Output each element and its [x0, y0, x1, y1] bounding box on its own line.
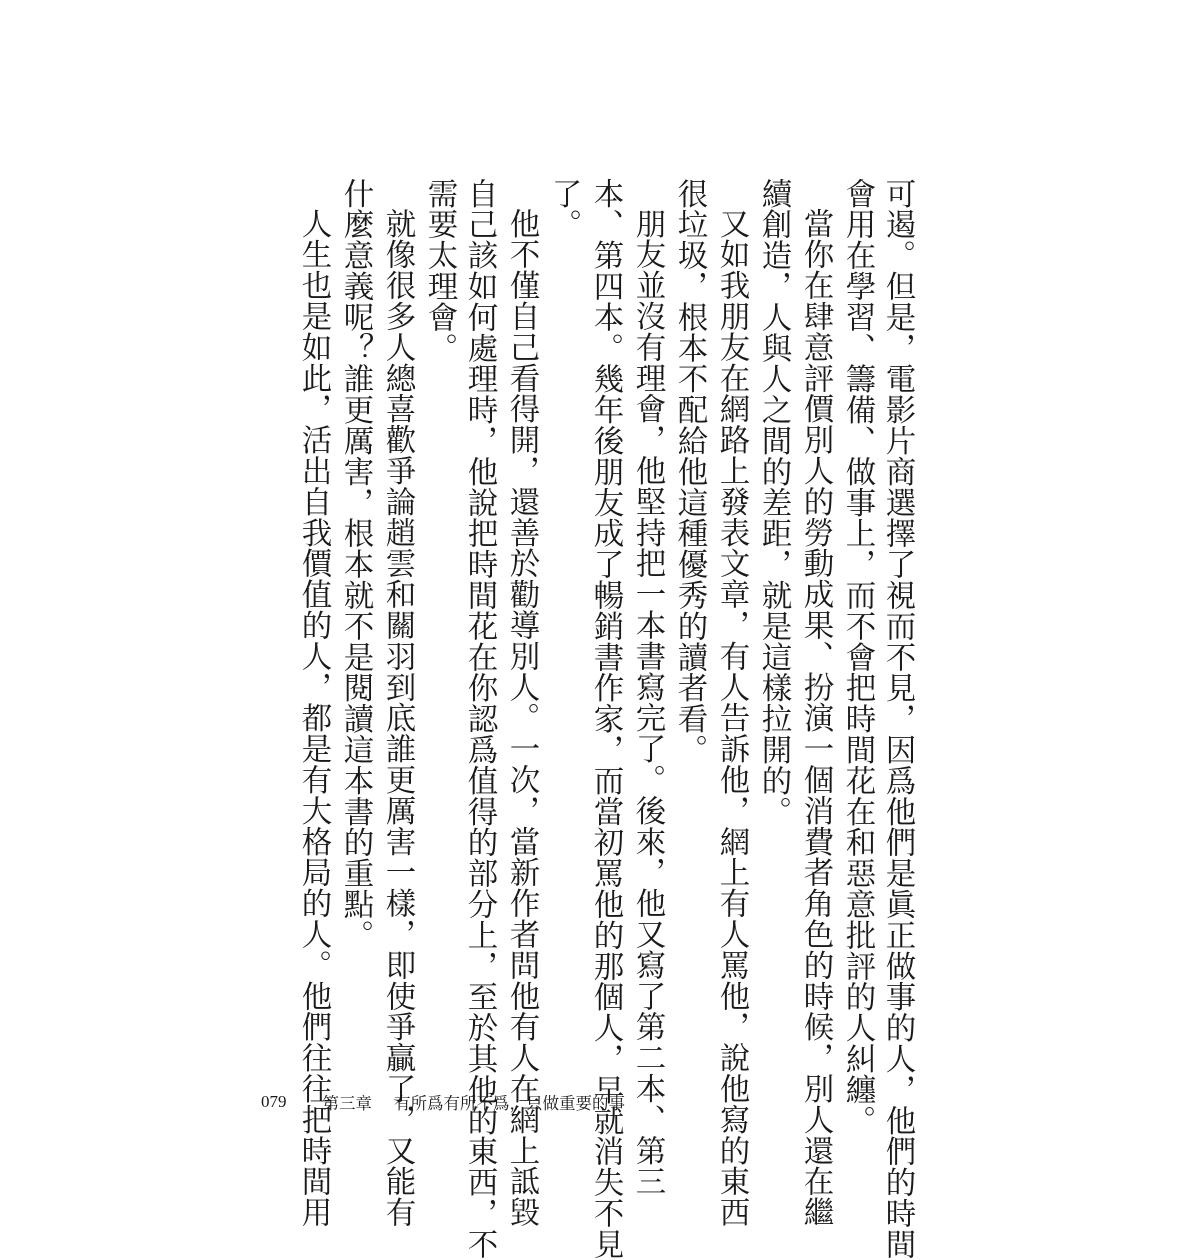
page-number: 079 — [261, 1092, 287, 1111]
text-column: 會用在學習、籌備、做事上，而不會把時間花在和惡意批評的人糾纏。 — [840, 178, 875, 1136]
text-column: 什麼意義呢？誰更厲害，根本就不是閱讀這本書的重點。 — [338, 178, 373, 951]
text-column: 他不僅自己看得開，還善於勸導別人。一次，當新作者問他有人在網上詆毀 — [504, 208, 539, 1228]
text-column: 人生也是如此，活出自我價值的人，都是有大格局的人。他們往往把時間用 — [296, 208, 331, 1228]
text-column: 很垃圾，根本不配給他這種優秀的讀者看。 — [672, 178, 707, 766]
text-column: 又如我朋友在網路上發表文章，有人告訴他，網上有人罵他，說他寫的東西 — [714, 208, 749, 1228]
text-column: 當你在肆意評價別人的勞動成果、扮演一個消費者角色的時候，別人還在繼 — [798, 208, 833, 1228]
page-footer — [261, 1089, 625, 1115]
text-column: 本、第四本。幾年後朋友成了暢銷書作家，而當初罵他的那個人，早就消失不見 — [588, 178, 623, 1260]
text-column: 自己該如何處理時，他說把時間花在你認爲值得的部分上，至於其他的東西，不 — [462, 178, 497, 1260]
chapter-label: 第三章 — [322, 1094, 372, 1113]
chapter-title: 有所爲有所不爲，只做重要的事 — [394, 1094, 625, 1113]
text-column: 可遏。但是，電影片商選擇了視而不見，因爲他們是眞正做事的人，他們的時間 — [880, 178, 915, 1260]
text-column: 朋友並沒有理會，他堅持把一本書寫完了。後來，他又寫了第二本、第三 — [630, 208, 665, 1197]
text-column: 就像很多人總喜歡爭論趙雲和關羽到底誰更厲害一樣，即使爭贏了，又能有 — [380, 208, 415, 1228]
text-column: 了。 — [546, 178, 581, 240]
text-column: 需要太理會。 — [422, 178, 457, 364]
text-column: 續創造，人與人之間的差距，就是這樣拉開的。 — [756, 178, 791, 827]
